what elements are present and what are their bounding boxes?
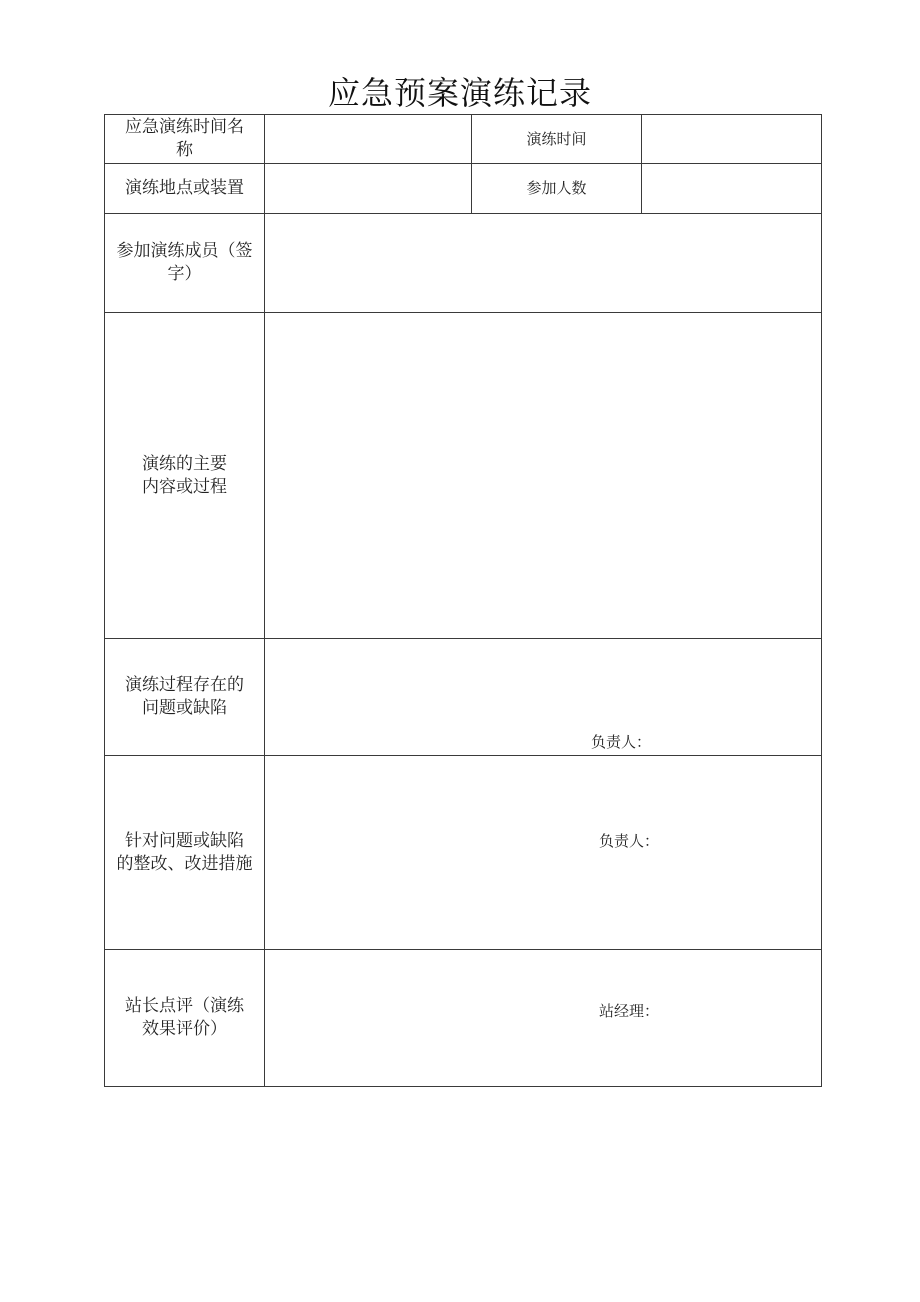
manager-review-label (105, 950, 264, 1086)
drill-problems-field[interactable] (265, 639, 821, 755)
corrective-measures-field[interactable] (265, 756, 821, 949)
drill-name-label-line1: 应急演练时间名 (125, 117, 244, 137)
drill-time-field[interactable] (642, 115, 821, 163)
measures-label-line2: 的整改、改进措施 (116, 853, 253, 874)
problems-label-line1: 演练过程存在的 (125, 675, 244, 695)
participant-count-label-text: 参加人数 (526, 179, 587, 197)
manager-review-field[interactable] (265, 950, 821, 1086)
table-border-right (821, 114, 822, 1087)
drill-record-form (104, 114, 822, 1087)
members-signature-field[interactable] (265, 214, 821, 312)
review-label-line2: 效果评价） (142, 1019, 227, 1039)
content-label-line2: 内容或过程 (142, 476, 227, 497)
drill-name-label (105, 115, 264, 163)
drill-time-label (472, 115, 641, 163)
drill-content-label (105, 313, 264, 638)
drill-content-field[interactable] (265, 313, 821, 638)
drill-problems-label (105, 639, 264, 755)
content-label-line1: 演练的主要 (142, 453, 227, 474)
measures-label-line1: 针对问题或缺陷 (125, 830, 244, 851)
drill-time-label-text: 演练时间 (526, 129, 587, 148)
participant-count-label (472, 164, 641, 213)
drill-name-label-line2: 称 (176, 140, 193, 160)
problems-label-line2: 问题或缺陷 (142, 698, 227, 718)
page-title: 应急预案演练记录 (327, 74, 592, 112)
corrective-measures-label (105, 756, 264, 949)
members-signature-label (105, 214, 264, 312)
review-label-line1: 站长点评（演练 (125, 996, 244, 1016)
members-label-line2: 字） (167, 264, 202, 284)
drill-location-field[interactable] (265, 164, 471, 213)
drill-name-field[interactable] (265, 115, 471, 163)
table-border-bottom (104, 1086, 822, 1087)
members-label-line1: 参加演练成员（签 (116, 241, 253, 261)
measures-responsible-label: 负责人： (599, 832, 660, 850)
drill-location-label-text: 演练地点或装置 (125, 178, 244, 198)
problems-responsible-label: 负责人： (591, 733, 652, 751)
drill-location-label (105, 164, 264, 213)
participant-count-field[interactable] (642, 164, 821, 213)
station-manager-signature-label: 站经理： (599, 1002, 660, 1020)
